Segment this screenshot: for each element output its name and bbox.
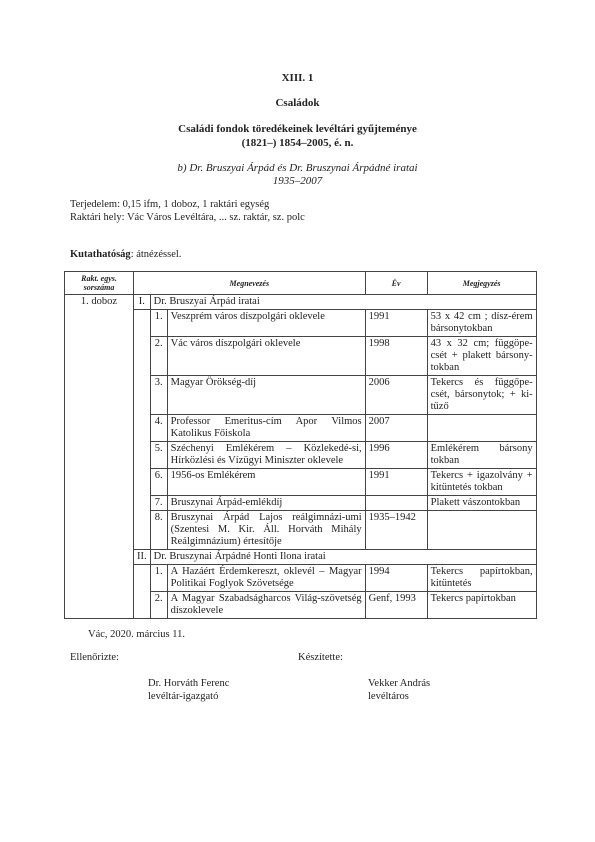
item-number: 1. — [150, 565, 167, 592]
item-number: 1. — [150, 310, 167, 337]
item-year: 2007 — [365, 415, 427, 442]
item-note: Tekercs papírtokban, kitüntetés — [427, 565, 536, 592]
group-indent — [134, 565, 151, 619]
fond-title: Családok — [275, 97, 320, 109]
item-name: A Hazáért Érdemkereszt, oklevél – Magyar Politikai Foglyok Szövetsége — [167, 565, 365, 592]
group-row — [65, 295, 537, 310]
item-note: 53 x 42 cm ; dísz-érem bársonytokban — [427, 310, 536, 337]
box-cell: 1. doboz — [65, 295, 134, 619]
item-number: 3. — [150, 376, 167, 415]
header-storage-line2: sorszáma — [83, 283, 115, 292]
item-year: 2006 — [365, 376, 427, 415]
access-value: : átnézéssel. — [130, 249, 182, 260]
access-label: Kutathatóság — [70, 249, 131, 260]
item-year: 1998 — [365, 337, 427, 376]
item-number: 2. — [150, 592, 167, 619]
header-name: Megnevezés — [134, 272, 366, 295]
signer1-title: levéltár-igazgató — [148, 691, 219, 702]
item-note: Plakett vászontokban — [427, 496, 536, 511]
item-note: Tekercs és függőpe-csét, bársonytok; + ki-tűző — [427, 376, 536, 415]
prepared-by-label: Készítette: — [298, 652, 343, 663]
item-name: Vác város díszpolgári oklevele — [167, 337, 365, 376]
group-title: Dr. Bruszyai Árpád iratai — [150, 295, 536, 310]
collection-title-line1: Családi fondok töredékeinek levéltári gyűjteménye — [178, 123, 417, 135]
item-note: Tekercs + igazolvány + kitüntetés tokban — [427, 469, 536, 496]
header-year: Év — [365, 272, 427, 295]
group-number: II. — [134, 550, 151, 565]
table-row — [65, 565, 537, 592]
extent-line: Terjedelem: 0,15 ifm, 1 doboz, 1 raktári egység — [70, 199, 270, 210]
fond-code: XIII. 1 — [281, 72, 314, 84]
item-number: 4. — [150, 415, 167, 442]
item-year — [365, 496, 427, 511]
header-notes: Megjegyzés — [427, 272, 536, 295]
group-title: Dr. Bruszynai Árpádné Honti Ilona iratai — [150, 550, 536, 565]
item-name: Professor Emeritus-cím Apor Vilmos Katolikus Főiskola — [167, 415, 365, 442]
header-storage-unit — [65, 272, 134, 295]
item-note — [427, 415, 536, 442]
item-name: Széchenyi Emlékérem – Közlekedé-si, Hírközlési és Vízügyi Miniszter oklevele — [167, 442, 365, 469]
item-note — [427, 511, 536, 550]
group-number: I. — [134, 295, 151, 310]
table-row — [65, 310, 537, 337]
item-name: Bruszynai Árpád-emlékdíj — [167, 496, 365, 511]
location-line: Raktári hely: Vác Város Levéltára, ... sz. raktár, sz. polc — [70, 212, 305, 223]
checked-by-label: Ellenőrizte: — [70, 652, 119, 663]
item-note: Emlékérem bársony tokban — [427, 442, 536, 469]
item-year: Genf, 1993 — [365, 592, 427, 619]
table-header-row — [65, 272, 537, 295]
item-name: Bruszynai Árpád Lajos reálgimnázi-umi (Szentesi M. Kir. Áll. Horváth Mihály Reálgimnázium) értesítője — [167, 511, 365, 550]
item-year: 1935–1942 — [365, 511, 427, 550]
item-number: 7. — [150, 496, 167, 511]
item-year: 1994 — [365, 565, 427, 592]
item-number: 2. — [150, 337, 167, 376]
item-note: 43 x 32 cm; függöpe-csét + plakett bársony-tokban — [427, 337, 536, 376]
item-name: 1956-os Emlékérem — [167, 469, 365, 496]
item-name: Magyar Örökség-díj — [167, 376, 365, 415]
item-number: 6. — [150, 469, 167, 496]
group-row — [65, 550, 537, 565]
item-name: Veszprém város díszpolgári oklevele — [167, 310, 365, 337]
item-year: 1991 — [365, 310, 427, 337]
subfond-dates: 1935–2007 — [272, 175, 323, 187]
access-line — [70, 249, 181, 260]
item-number: 5. — [150, 442, 167, 469]
item-year: 1996 — [365, 442, 427, 469]
signer2-title: levéltáros — [368, 691, 409, 702]
signer2-name: Vekker András — [368, 678, 431, 689]
place-date: Vác, 2020. március 11. — [88, 629, 186, 640]
item-name: A Magyar Szabadságharcos Világ-szövetség díszoklevele — [167, 592, 365, 619]
group-indent — [134, 310, 151, 550]
inventory-table — [64, 271, 537, 619]
item-number: 8. — [150, 511, 167, 550]
signer1-name: Dr. Horváth Ferenc — [148, 678, 230, 689]
collection-title-line2: (1821–) 1854–2005, é. n. — [241, 137, 354, 149]
item-note: Tekercs papírtokban — [427, 592, 536, 619]
item-year: 1991 — [365, 469, 427, 496]
subfond-title: b) Dr. Bruszyai Árpád és Dr. Bruszynai Árpádné iratai — [177, 162, 418, 174]
header-storage-line1: Rakt. egys. — [81, 274, 117, 283]
